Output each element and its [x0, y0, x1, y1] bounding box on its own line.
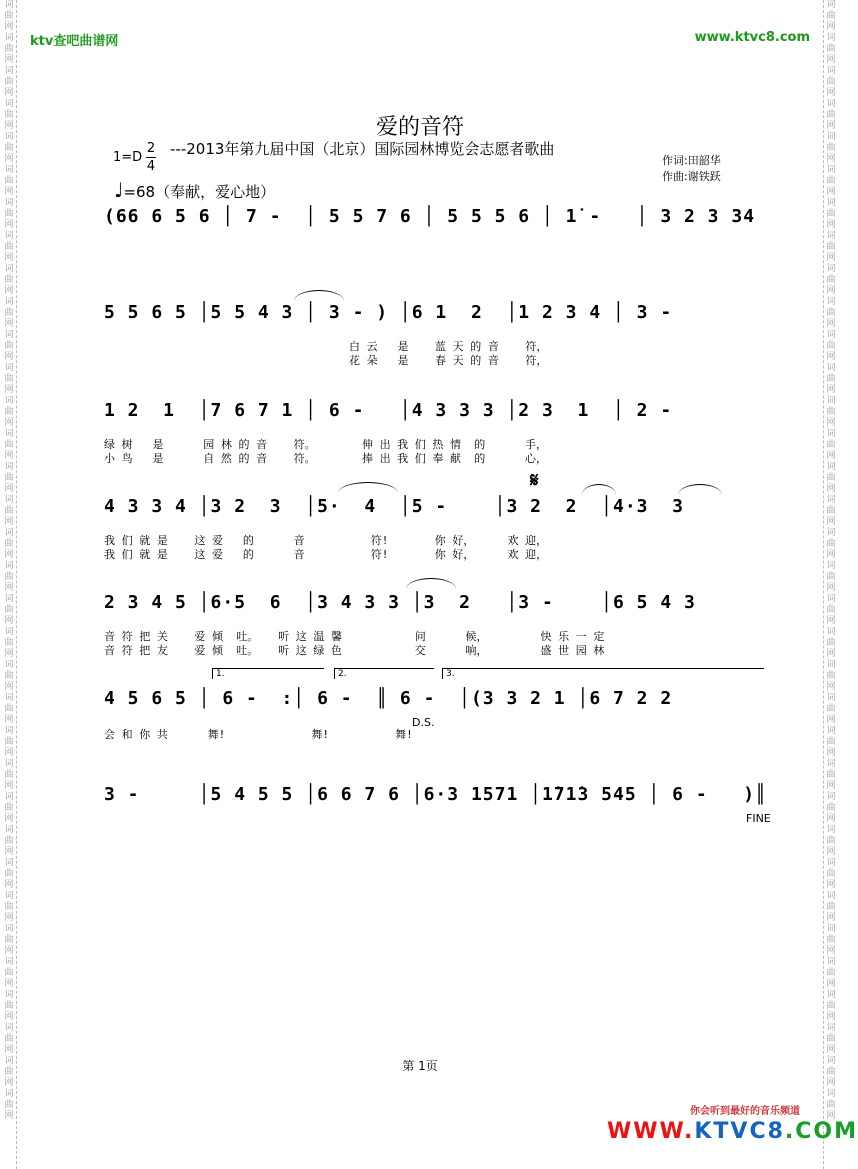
margin-watermark-char: 曲	[826, 737, 836, 747]
watermark-www: WWW.	[607, 1119, 695, 1144]
margin-watermark-char: 词	[826, 891, 836, 901]
margin-watermark-char: 词	[826, 462, 836, 472]
margin-watermark-char: 曲	[826, 1100, 836, 1110]
margin-watermark-char: 词	[826, 825, 836, 835]
margin-watermark-char: 网	[4, 319, 14, 329]
margin-watermark-char: 网	[826, 616, 836, 626]
margin-watermark-char: 曲	[4, 341, 14, 351]
margin-watermark-char: 词	[4, 891, 14, 901]
margin-watermark-char: 网	[4, 220, 14, 230]
margin-watermark-char: 曲	[826, 902, 836, 912]
margin-watermark-char: 词	[4, 165, 14, 175]
margin-watermark-char: 网	[4, 385, 14, 395]
margin-watermark-char: 网	[4, 121, 14, 131]
margin-watermark-char: 词	[4, 1089, 14, 1099]
credits	[662, 153, 721, 185]
margin-watermark-char: 词	[826, 99, 836, 109]
margin-watermark-char: 词	[826, 528, 836, 538]
margin-watermark-char: 网	[826, 220, 836, 230]
lyrics-row-3-verse-1: 绿 树 是 园 林 的 音 符。 伸 出 我 们 热 情 的 手，	[104, 438, 548, 451]
margin-watermark-char: 曲	[4, 275, 14, 285]
margin-watermark-char: 词	[4, 693, 14, 703]
lyrics-row-5-verse-1: 音 符 把 关 爱 倾 吐。 听 这 温 馨 问 候， 快 乐 一 定	[104, 630, 605, 643]
margin-watermark-char: 网	[4, 649, 14, 659]
margin-watermark-char: 词	[4, 825, 14, 835]
margin-watermark-char: 词	[4, 561, 14, 571]
margin-watermark-char: 词	[826, 627, 836, 637]
margin-watermark-char: 网	[4, 814, 14, 824]
margin-watermark-char: 词	[826, 792, 836, 802]
margin-watermark-char: 词	[4, 1056, 14, 1066]
margin-watermark-char: 网	[826, 451, 836, 461]
margin-watermark-char: 网	[826, 1111, 836, 1121]
margin-watermark-char: 网	[4, 946, 14, 956]
margin-watermark-char: 网	[4, 847, 14, 857]
margin-watermark-char: 曲	[826, 968, 836, 978]
watermark-com: .COM	[784, 1119, 858, 1144]
margin-watermark-char: 网	[4, 880, 14, 890]
margin-watermark-char: 曲	[4, 143, 14, 153]
margin-watermark-char: 曲	[826, 110, 836, 120]
margin-watermark-char: 网	[826, 187, 836, 197]
margin-watermark-char: 曲	[826, 473, 836, 483]
margin-watermark-char: 网	[826, 946, 836, 956]
margin-watermark-char: 曲	[826, 440, 836, 450]
lyrics-row-4-verse-1: 我 们 就 是 这 爱 的 音 符! 你 好， 欢 迎，	[104, 534, 548, 547]
margin-watermark-char: 词	[826, 264, 836, 274]
margin-watermark-char: 曲	[4, 902, 14, 912]
margin-watermark-char: 网	[4, 517, 14, 527]
margin-watermark-char: 曲	[826, 77, 836, 87]
margin-watermark-char: 词	[826, 990, 836, 1000]
margin-watermark-char: 词	[4, 528, 14, 538]
margin-watermark-char: 曲	[4, 308, 14, 318]
margin-watermark-char: 网	[4, 1045, 14, 1055]
margin-watermark-char: 网	[4, 550, 14, 560]
da-segno-mark: D.S.	[412, 716, 435, 729]
margin-watermark-char: 曲	[4, 737, 14, 747]
volta-3: 3.	[442, 668, 764, 679]
margin-watermark-char: 网	[826, 748, 836, 758]
margin-watermark-char: 曲	[4, 110, 14, 120]
margin-watermark-char: 词	[826, 198, 836, 208]
margin-watermark-char: 词	[4, 726, 14, 736]
margin-watermark-char: 曲	[4, 671, 14, 681]
margin-watermark-char: 曲	[4, 374, 14, 384]
margin-watermark-char: 词	[4, 33, 14, 43]
margin-watermark-char: 曲	[826, 671, 836, 681]
margin-watermark-char: 曲	[4, 770, 14, 780]
margin-watermark-char: 曲	[826, 11, 836, 21]
margin-watermark-char: 曲	[826, 275, 836, 285]
watermark-brand: KTVC8	[694, 1119, 785, 1144]
margin-watermark-char: 网	[4, 715, 14, 725]
margin-watermark-char: 网	[4, 913, 14, 923]
margin-watermark-char: 网	[4, 484, 14, 494]
margin-watermark-char: 词	[4, 792, 14, 802]
margin-watermark-char: 词	[826, 858, 836, 868]
margin-watermark-char: 词	[4, 330, 14, 340]
margin-watermark-char: 词	[4, 1023, 14, 1033]
margin-watermark-char: 词	[826, 1056, 836, 1066]
margin-watermark-char: 曲	[826, 242, 836, 252]
margin-watermark-char: 网	[4, 682, 14, 692]
margin-watermark-char: 曲	[826, 374, 836, 384]
margin-watermark-char: 网	[826, 286, 836, 296]
margin-watermark-char: 曲	[4, 473, 14, 483]
margin-watermark-char: 曲	[4, 704, 14, 714]
margin-watermark-char: 曲	[826, 143, 836, 153]
margin-watermark-char: 词	[4, 924, 14, 934]
notes-row-5: 2 3 4 5 │6·5 6 │3 4 3 3 │3 2 │3 - │6 5 4 3	[104, 592, 696, 613]
margin-watermark-char: 词	[4, 66, 14, 76]
site-url-right: www.ktvc8.com	[694, 30, 810, 45]
margin-watermark-char: 网	[4, 1078, 14, 1088]
lyrics-row-2-verse-1: 白 云 是 蓝 天 的 音 符，	[104, 340, 548, 353]
margin-watermark-char: 曲	[826, 704, 836, 714]
margin-watermark-char: 词	[4, 594, 14, 604]
margin-watermark-char: 词	[826, 363, 836, 373]
margin-watermark-char: 曲	[826, 869, 836, 879]
margin-watermark-char: 曲	[4, 968, 14, 978]
margin-watermark-char: 曲	[4, 506, 14, 516]
margin-watermark-char: 曲	[826, 539, 836, 549]
margin-watermark-char: 网	[4, 22, 14, 32]
margin-watermark-char: 曲	[826, 1067, 836, 1077]
margin-watermark-char: 网	[4, 418, 14, 428]
margin-watermark-char: 词	[826, 693, 836, 703]
margin-watermark-char: 词	[826, 1023, 836, 1033]
margin-watermark-char: 曲	[4, 242, 14, 252]
margin-watermark-char: 网	[826, 913, 836, 923]
margin-watermark-char: 词	[4, 957, 14, 967]
slur	[338, 482, 398, 493]
margin-watermark-char: 曲	[826, 44, 836, 54]
margin-watermark-char: 词	[826, 33, 836, 43]
margin-watermark-char: 网	[4, 748, 14, 758]
margin-watermark-char: 词	[826, 231, 836, 241]
margin-watermark-char: 词	[4, 0, 14, 10]
margin-watermark-char: 词	[826, 165, 836, 175]
notes-row-2: 5 5 6 5 │5 5 4 3 │ 3 - ) │6 1 2 │1 2 3 4 │ 3 -	[104, 302, 673, 323]
margin-watermark-char: 曲	[4, 1034, 14, 1044]
margin-watermark-char: 曲	[826, 605, 836, 615]
margin-watermark-char: 网	[4, 1012, 14, 1022]
margin-watermark-char: 词	[4, 198, 14, 208]
song-title: 爱的音符	[375, 115, 464, 140]
song-subtitle: ---2013年第九届中国（北京）国际园林博览会志愿者歌曲	[170, 140, 555, 158]
margin-watermark-char: 网	[826, 1012, 836, 1022]
slur	[678, 484, 722, 495]
margin-watermark-char: 曲	[826, 572, 836, 582]
margin-watermark-char: 网	[826, 682, 836, 692]
margin-watermark-char: 网	[4, 253, 14, 263]
notes-row-4: 4 3 3 4 │3 2 3 │5· 4 │5 - │3 2 2 │4·3 3	[104, 496, 685, 517]
margin-watermark-char: 曲	[4, 1001, 14, 1011]
notes-row-1: (66 6 5 6 │ 7 - │ 5 5 7 6 │ 5 5 5 6 │ 1̇ - │ 3 2 3 34	[104, 206, 756, 227]
margin-watermark-char: 网	[826, 649, 836, 659]
margin-watermark-char: 网	[4, 1111, 14, 1121]
margin-watermark-char: 曲	[4, 638, 14, 648]
margin-watermark-char: 曲	[826, 209, 836, 219]
lyricist: 作词:田韶华	[662, 154, 721, 167]
fine-mark: FINE	[746, 812, 771, 825]
margin-watermark-char: 网	[826, 385, 836, 395]
margin-watermark-char: 词	[4, 627, 14, 637]
meter-bottom: 4	[146, 159, 156, 174]
margin-watermark-char: 词	[826, 594, 836, 604]
margin-watermark-char: 网	[826, 979, 836, 989]
margin-watermark-char: 网	[4, 88, 14, 98]
margin-watermark-char: 网	[826, 781, 836, 791]
margin-watermark-char: 网	[4, 781, 14, 791]
lyrics-row-6-verse-1: 会 和 你 共 舞! 舞! 舞!	[104, 728, 413, 741]
time-signature	[146, 140, 156, 175]
margin-watermark-char: 曲	[826, 407, 836, 417]
margin-watermark-char: 词	[826, 66, 836, 76]
watermark-slogan: 你会听到最好的音乐频道	[690, 1106, 800, 1117]
margin-watermark-char: 词	[4, 231, 14, 241]
right-margin-watermark	[823, 0, 838, 1169]
notes-row-7: 3 - │5 4 5 5 │6 6 7 6 │6·3 1571 │1̇71̇3 545 │ 6 - )║	[104, 784, 767, 805]
margin-watermark-char: 词	[826, 396, 836, 406]
margin-watermark-char: 词	[4, 264, 14, 274]
margin-watermark-char: 词	[4, 990, 14, 1000]
margin-watermark-char: 网	[826, 22, 836, 32]
margin-watermark-char: 网	[826, 352, 836, 362]
margin-watermark-char: 词	[826, 660, 836, 670]
slur	[406, 578, 456, 589]
tempo-marking	[114, 178, 275, 202]
margin-watermark-char: 网	[826, 121, 836, 131]
margin-watermark-char: 词	[4, 462, 14, 472]
margin-watermark-char: 曲	[4, 869, 14, 879]
margin-watermark-char: 网	[826, 484, 836, 494]
margin-watermark-char: 曲	[4, 605, 14, 615]
margin-watermark-char: 网	[826, 418, 836, 428]
margin-watermark-char: 曲	[826, 1034, 836, 1044]
margin-watermark-char: 曲	[826, 308, 836, 318]
margin-watermark-char: 词	[826, 957, 836, 967]
margin-watermark-char: 词	[4, 132, 14, 142]
margin-watermark-char: 词	[4, 297, 14, 307]
margin-watermark-char: 网	[4, 55, 14, 65]
margin-watermark-char: 词	[4, 363, 14, 373]
margin-watermark-char: 网	[4, 286, 14, 296]
quarter-note-icon: ♩	[114, 178, 124, 202]
margin-watermark-char: 网	[826, 253, 836, 263]
margin-watermark-char: 曲	[826, 506, 836, 516]
margin-watermark-char: 曲	[826, 341, 836, 351]
lyrics-row-2-verse-2: 花 朵 是 春 天 的 音 符，	[104, 354, 548, 367]
margin-watermark-char: 词	[826, 759, 836, 769]
margin-watermark-char: 网	[826, 880, 836, 890]
margin-watermark-char: 网	[4, 583, 14, 593]
margin-watermark-char: 网	[4, 187, 14, 197]
margin-watermark-char: 网	[826, 814, 836, 824]
margin-watermark-char: 曲	[826, 836, 836, 846]
margin-watermark-char: 词	[826, 132, 836, 142]
watermark-logo	[607, 1119, 858, 1144]
lyrics-row-3-verse-2: 小 鸟 是 自 然 的 音 符。 捧 出 我 们 奉 献 的 心，	[104, 452, 548, 465]
margin-watermark-char: 网	[826, 517, 836, 527]
margin-watermark-char: 网	[4, 451, 14, 461]
margin-watermark-char: 词	[826, 297, 836, 307]
segno-icon: 𝄋	[530, 468, 539, 492]
margin-watermark-char: 网	[4, 352, 14, 362]
lyrics-row-4-verse-2: 我 们 就 是 这 爱 的 音 符! 你 好， 欢 迎，	[104, 548, 548, 561]
margin-watermark-char: 词	[4, 99, 14, 109]
key-signature: 1=D	[113, 150, 143, 165]
margin-watermark-char: 词	[826, 924, 836, 934]
margin-watermark-char: 网	[826, 154, 836, 164]
margin-watermark-char: 词	[826, 429, 836, 439]
margin-watermark-char: 曲	[826, 638, 836, 648]
slur	[294, 290, 344, 301]
margin-watermark-char: 网	[826, 715, 836, 725]
left-margin-watermark	[2, 0, 17, 1169]
notes-row-6: 4 5 6 5 │ 6 - :│ 6 - ║ 6 - │(3 3 2 1 │6 7 2 2	[104, 688, 673, 709]
margin-watermark-char: 曲	[4, 77, 14, 87]
notes-row-3: 1 2 1 │7 6 7 1 │ 6 - │4 3 3 3 │2 3 1 │ 2 -	[104, 400, 673, 421]
margin-watermark-char: 词	[826, 561, 836, 571]
slur	[582, 484, 616, 495]
margin-watermark-char: 词	[4, 396, 14, 406]
margin-watermark-char: 词	[826, 495, 836, 505]
margin-watermark-char: 词	[4, 858, 14, 868]
margin-watermark-char: 曲	[4, 44, 14, 54]
margin-watermark-char: 曲	[4, 1100, 14, 1110]
margin-watermark-char: 曲	[4, 209, 14, 219]
margin-watermark-char: 曲	[4, 572, 14, 582]
margin-watermark-char: 曲	[826, 1001, 836, 1011]
margin-watermark-char: 曲	[4, 407, 14, 417]
margin-watermark-char: 曲	[4, 11, 14, 21]
volta-1: 1.	[212, 668, 324, 679]
site-name-left: ktv查吧曲谱网	[30, 34, 119, 49]
margin-watermark-char: 曲	[4, 935, 14, 945]
tempo-text: =68（奉献，爱心地）	[123, 183, 276, 201]
margin-watermark-char: 网	[826, 583, 836, 593]
margin-watermark-char: 网	[4, 154, 14, 164]
margin-watermark-char: 网	[826, 1078, 836, 1088]
margin-watermark-char: 词	[4, 660, 14, 670]
margin-watermark-char: 曲	[4, 539, 14, 549]
margin-watermark-char: 词	[4, 429, 14, 439]
margin-watermark-char: 网	[826, 55, 836, 65]
margin-watermark-char: 曲	[4, 836, 14, 846]
margin-watermark-char: 词	[4, 495, 14, 505]
margin-watermark-char: 词	[826, 0, 836, 10]
page-number: 第 1页	[402, 1059, 438, 1073]
margin-watermark-char: 曲	[826, 176, 836, 186]
margin-watermark-char: 词	[4, 759, 14, 769]
margin-watermark-char: 网	[826, 319, 836, 329]
margin-watermark-char: 曲	[4, 440, 14, 450]
margin-watermark-char: 网	[826, 88, 836, 98]
margin-watermark-char: 词	[826, 330, 836, 340]
margin-watermark-char: 曲	[826, 935, 836, 945]
meter-top: 2	[146, 141, 156, 156]
margin-watermark-char: 网	[4, 616, 14, 626]
volta-2: 2.	[334, 668, 434, 679]
margin-watermark-char: 曲	[826, 803, 836, 813]
margin-watermark-char: 网	[826, 1045, 836, 1055]
margin-watermark-char: 曲	[4, 176, 14, 186]
margin-watermark-char: 曲	[4, 1067, 14, 1077]
margin-watermark-char: 词	[826, 726, 836, 736]
composer: 作曲:谢铁跃	[662, 170, 721, 183]
margin-watermark-char: 曲	[4, 803, 14, 813]
lyrics-row-5-verse-2: 音 符 把 友 爱 倾 吐。 听 这 绿 色 交 响， 盛 世 园 林	[104, 644, 605, 657]
margin-watermark-char: 曲	[826, 770, 836, 780]
margin-watermark-char: 网	[826, 847, 836, 857]
margin-watermark-char: 网	[4, 979, 14, 989]
margin-watermark-char: 词	[826, 1089, 836, 1099]
margin-watermark-char: 网	[826, 550, 836, 560]
